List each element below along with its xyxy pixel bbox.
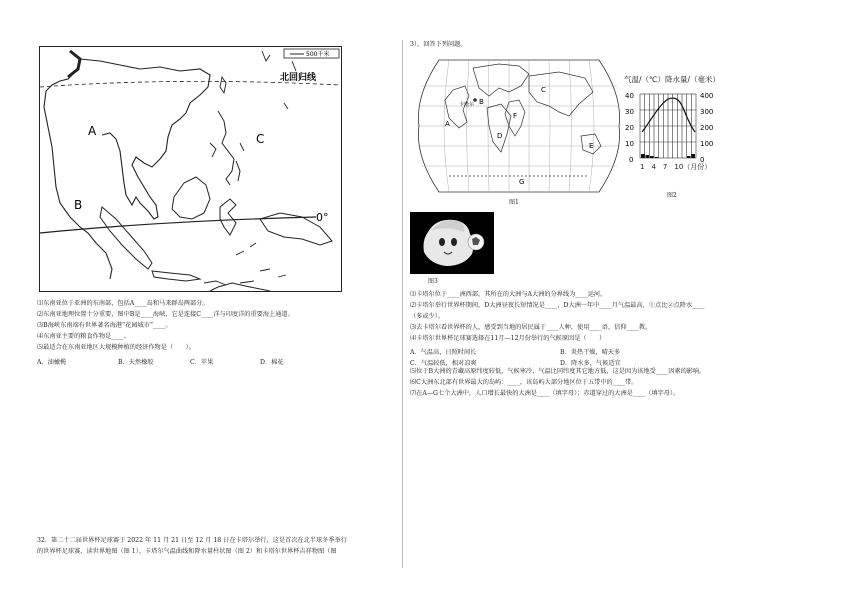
world-map-figure-1 [409,56,629,196]
q32-line-1: 32．第二十二届世界杯足球赛于 2022 年 11 月 21 日至 12 月 18 日在卡塔尔举行，这是首次在北半球冬季举行 [37,537,347,544]
label-a: A [88,124,97,138]
southeast-asia-map [39,46,342,292]
left-question-3: ⑶B海峡东南端有世界著名海港“花园城市”____。 [37,322,172,329]
figure-1-caption: 图1 [509,199,519,206]
svg-text:B: B [479,98,484,106]
svg-text:A: A [445,120,450,128]
mascot-drawing [410,212,494,274]
left-question-5: ⑸最适合在东南亚地区大规模种植的经济作物是（ ）。 [37,344,195,351]
figure-2-caption: 图2 [667,192,677,199]
right-intro: 3），回答下列问题。 [410,41,467,48]
q32-line-2: 的世界杯足球赛，读世界地图（图 1）、卡塔尔气温曲线和降水量柱状图（图 2）和卡塔尔世界杯吉祥物图（图 [37,548,337,555]
right-question-7: ⑺在A—G七个大洲中，人口增长最快的大洲是____（填字母）；赤道穿过的大洲是____（填字母）。 [410,390,680,397]
left-option-a: A．油橄榄 [37,359,67,366]
temp-tick-20: 20 [625,124,634,132]
svg-text:G: G [519,178,525,186]
precip-tick-0: 0 [700,156,705,164]
left-option-c: C．苹果 [190,359,214,366]
month-axis-label: 1 4 7 10（月份） [640,163,712,171]
column-divider [402,40,403,568]
label-c: C [256,132,265,146]
svg-text:C: C [541,86,546,94]
right-option-b: B．炎热干燥，晴天多 [560,349,621,356]
left-question-2: ⑵东南亚地理位置十分重要，图中B是____海峡，它是连接C____洋与印度洋的重要海上通道。 [37,311,294,318]
climate-chart-drawing [622,74,722,172]
right-question-5: ⑸位于B大洲的青藏高原纬度较低，气候寒冷，气温比同纬度其它地方低，这是因为该地受____因素的影响。 [410,368,706,375]
temp-tick-10: 10 [625,140,634,148]
figure-3-caption: 图3 [428,278,438,285]
left-option-b: B．天然橡胶 [118,359,154,366]
temp-tick-40: 40 [625,92,634,100]
right-question-2-cont: （多或少）。 [410,313,445,320]
qatar-label: 卡塔尔 [459,102,475,108]
label-b: B [74,198,83,212]
mascot-image [410,212,494,274]
right-question-1: ⑴卡塔尔位于____洲西部，其所在的大洲与A大洲的分界线为____运河。 [410,291,607,298]
equator-label: 0° [316,211,329,224]
right-option-d: D．降水多，气候适宜 [560,360,621,367]
temp-tick-0: 0 [629,156,634,164]
precip-tick-400: 400 [700,92,714,100]
precip-tick-100: 100 [700,140,714,148]
svg-text:E: E [589,142,594,150]
scale-label: 500千米 [306,51,330,58]
precip-tick-300: 300 [700,108,714,116]
left-question-1: ⑴东南亚位于亚洲的东南部，包括A____岛和马来群岛两部分。 [37,300,209,307]
climate-chart-figure-2 [622,74,722,172]
climate-title: 气温/（℃）降水量/（毫米） [624,75,720,84]
right-option-c: C．气温较低，相对凉爽 [410,360,477,367]
world-map-drawing [409,56,629,196]
precip-tick-200: 200 [700,124,714,132]
right-question-3: ⑶去卡塔尔看世界杯的人，感受到当地的居民属于____人种，使用____语，信仰____教。 [410,324,652,331]
right-option-a: A．气温高，日照时间长 [410,349,477,356]
svg-text:F: F [513,112,518,120]
svg-text:D: D [497,132,503,140]
southeast-asia-map-drawing [40,47,341,291]
right-question-4: ⑷卡塔尔世界杯足球赛选择在11月—12月份举行的气候原因是（ ） [410,335,606,342]
left-option-d: D．棉花 [260,359,284,366]
right-question-2: ⑵卡塔尔举行世界杯期间，D大洲昼夜长短情况是____，D大洲一年中____月气温最高，①点比②点降水____ [410,302,705,309]
temp-tick-30: 30 [625,108,634,116]
right-question-6: ⑹C大洲东北部有世界最大的岛屿：____，该岛屿大部分地区位于五带中的____带。 [410,379,638,386]
tropic-label: 北回归线 [280,73,317,83]
left-question-4: ⑷东南亚主要的粮食作物是____。 [37,333,130,340]
